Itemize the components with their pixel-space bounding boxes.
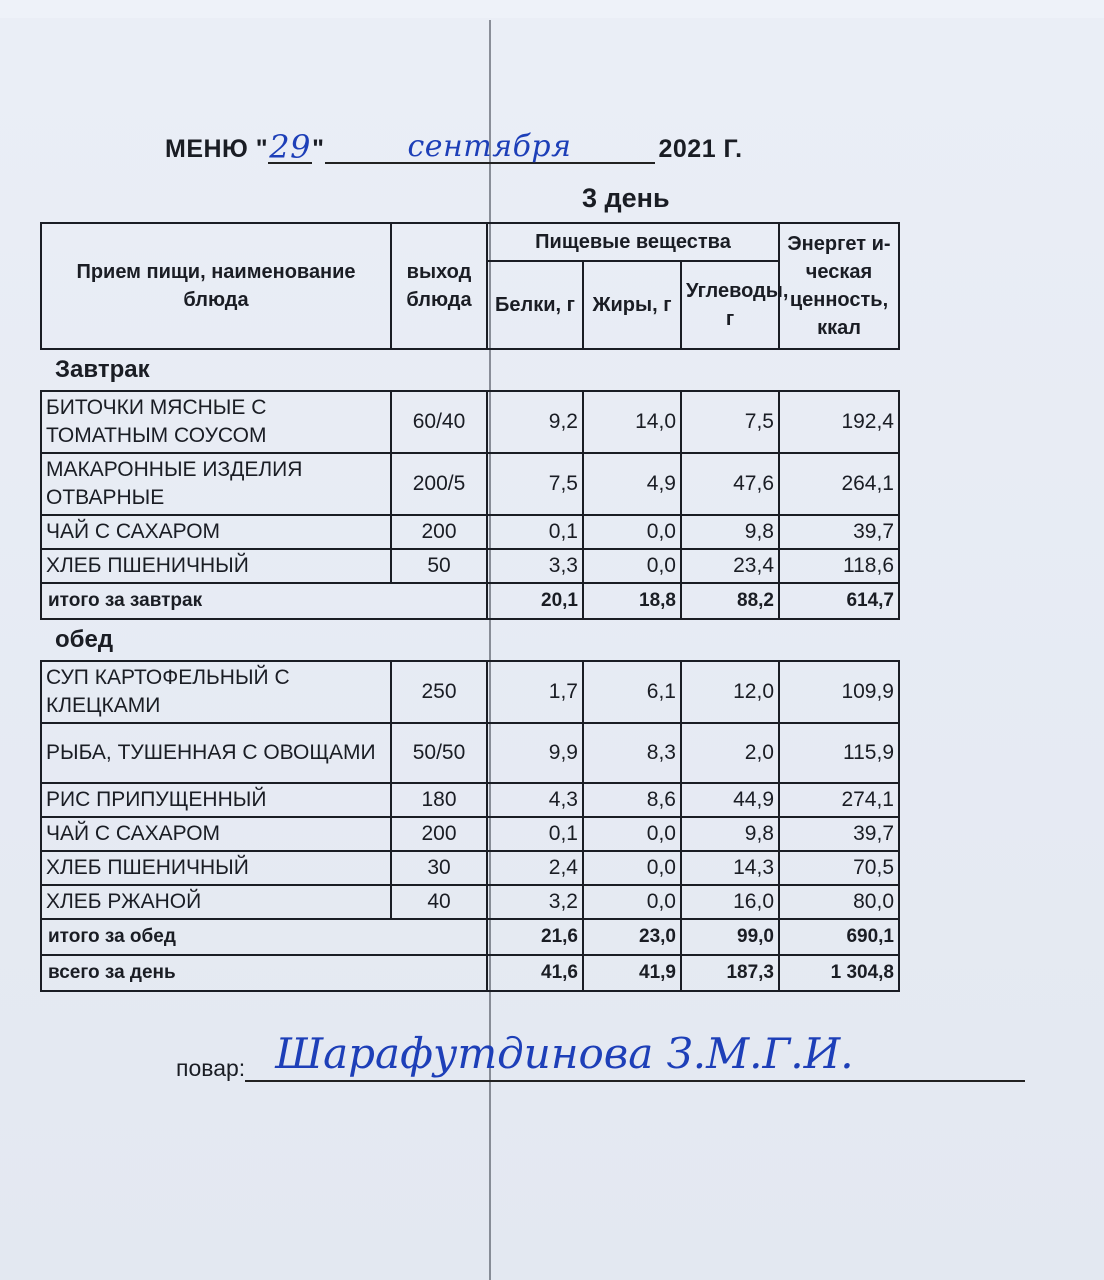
menu-day-number: 3 день xyxy=(582,183,670,213)
handwritten-day: 29 xyxy=(269,128,311,166)
total-protein: 21,6 xyxy=(487,919,583,955)
dish-fat: 0,0 xyxy=(583,817,681,851)
dish-carbs: 47,6 xyxy=(681,453,779,515)
header-nutrients: Пищевые вещества xyxy=(487,223,779,261)
dish-carbs: 23,4 xyxy=(681,549,779,583)
total-label: всего за день xyxy=(41,955,487,991)
total-row xyxy=(41,583,899,619)
dish-row xyxy=(41,817,899,851)
dish-row xyxy=(41,851,899,885)
dish-output: 30 xyxy=(391,851,487,885)
dish-carbs: 44,9 xyxy=(681,783,779,817)
total-label: итого за завтрак xyxy=(41,583,487,619)
total-fat: 23,0 xyxy=(583,919,681,955)
dish-protein: 1,7 xyxy=(487,661,583,723)
total-carbs: 99,0 xyxy=(681,919,779,955)
dish-fat: 4,9 xyxy=(583,453,681,515)
dish-fat: 14,0 xyxy=(583,391,681,453)
header-fat: Жиры, г xyxy=(583,261,681,349)
total-fat: 41,9 xyxy=(583,955,681,991)
dish-carbs: 9,8 xyxy=(681,515,779,549)
dish-fat: 6,1 xyxy=(583,661,681,723)
header-output: выход блюда xyxy=(391,223,487,349)
dish-output: 60/40 xyxy=(391,391,487,453)
dish-protein: 7,5 xyxy=(487,453,583,515)
total-protein: 20,1 xyxy=(487,583,583,619)
header-energy: Энергет и-ческая ценность, ккал xyxy=(779,223,899,349)
dish-name: БИТОЧКИ МЯСНЫЕ С ТОМАТНЫМ СОУСОМ xyxy=(41,391,391,453)
dish-name: ХЛЕБ РЖАНОЙ xyxy=(41,885,391,919)
handwritten-month: сентября xyxy=(325,132,655,164)
dish-output: 50/50 xyxy=(391,723,487,783)
dish-row xyxy=(41,453,899,515)
menu-prefix: МЕНЮ " xyxy=(165,135,269,163)
dish-name: ЧАЙ С САХАРОМ xyxy=(41,515,391,549)
dish-output: 200/5 xyxy=(391,453,487,515)
header-meal: Прием пищи, наименование блюда xyxy=(41,223,391,349)
dish-carbs: 2,0 xyxy=(681,723,779,783)
total-protein: 41,6 xyxy=(487,955,583,991)
dish-carbs: 9,8 xyxy=(681,817,779,851)
dish-protein: 4,3 xyxy=(487,783,583,817)
dish-protein: 9,2 xyxy=(487,391,583,453)
dish-energy: 39,7 xyxy=(779,515,899,549)
quote-close: " xyxy=(312,135,325,163)
menu-year: 2021 Г. xyxy=(658,135,743,163)
dish-name: ХЛЕБ ПШЕНИЧНЫЙ xyxy=(41,549,391,583)
total-energy: 614,7 xyxy=(779,583,899,619)
total-row xyxy=(41,919,899,955)
total-fat: 18,8 xyxy=(583,583,681,619)
menu-title xyxy=(165,128,743,166)
dish-fat: 0,0 xyxy=(583,851,681,885)
dish-energy: 118,6 xyxy=(779,549,899,583)
section-row xyxy=(41,349,899,391)
dish-fat: 0,0 xyxy=(583,515,681,549)
dish-fat: 8,6 xyxy=(583,783,681,817)
total-label: итого за обед xyxy=(41,919,487,955)
dish-carbs: 12,0 xyxy=(681,661,779,723)
dish-row xyxy=(41,549,899,583)
dish-row xyxy=(41,661,899,723)
dish-energy: 39,7 xyxy=(779,817,899,851)
dish-row xyxy=(41,783,899,817)
dish-carbs: 7,5 xyxy=(681,391,779,453)
dish-name: ХЛЕБ ПШЕНИЧНЫЙ xyxy=(41,851,391,885)
section-title: обед xyxy=(55,626,114,653)
dish-output: 40 xyxy=(391,885,487,919)
section-row xyxy=(41,619,899,661)
cook-signature-line xyxy=(176,1028,1025,1082)
total-energy: 690,1 xyxy=(779,919,899,955)
cook-label: повар: xyxy=(176,1055,246,1081)
dish-energy: 274,1 xyxy=(779,783,899,817)
dish-protein: 2,4 xyxy=(487,851,583,885)
dish-name: РИС ПРИПУЩЕННЫЙ xyxy=(41,783,391,817)
dish-protein: 3,2 xyxy=(487,885,583,919)
total-carbs: 187,3 xyxy=(681,955,779,991)
header-carbs: Углеводы, г xyxy=(681,261,779,349)
dish-output: 250 xyxy=(391,661,487,723)
cook-signature: Шарафутдинова З.М.Г.И. xyxy=(245,1028,1025,1082)
dish-energy: 192,4 xyxy=(779,391,899,453)
dish-output: 200 xyxy=(391,817,487,851)
section-title: Завтрак xyxy=(55,356,150,383)
dish-row xyxy=(41,885,899,919)
dish-name: РЫБА, ТУШЕННАЯ С ОВОЩАМИ xyxy=(41,723,391,783)
dish-output: 180 xyxy=(391,783,487,817)
total-energy: 1 304,8 xyxy=(779,955,899,991)
header-protein: Белки, г xyxy=(487,261,583,349)
dish-carbs: 14,3 xyxy=(681,851,779,885)
dish-energy: 80,0 xyxy=(779,885,899,919)
dish-name: СУП КАРТОФЕЛЬНЫЙ С КЛЕЦКАМИ xyxy=(41,661,391,723)
dish-protein: 0,1 xyxy=(487,817,583,851)
dish-name: МАКАРОННЫЕ ИЗДЕЛИЯ ОТВАРНЫЕ xyxy=(41,453,391,515)
dish-protein: 0,1 xyxy=(487,515,583,549)
dish-row xyxy=(41,723,899,783)
menu-table xyxy=(40,222,900,992)
dish-protein: 9,9 xyxy=(487,723,583,783)
dish-energy: 264,1 xyxy=(779,453,899,515)
dish-output: 50 xyxy=(391,549,487,583)
dish-energy: 70,5 xyxy=(779,851,899,885)
dish-name: ЧАЙ С САХАРОМ xyxy=(41,817,391,851)
dish-protein: 3,3 xyxy=(487,549,583,583)
dish-fat: 8,3 xyxy=(583,723,681,783)
dish-energy: 115,9 xyxy=(779,723,899,783)
total-row xyxy=(41,955,899,991)
dish-carbs: 16,0 xyxy=(681,885,779,919)
total-carbs: 88,2 xyxy=(681,583,779,619)
dish-output: 200 xyxy=(391,515,487,549)
dish-fat: 0,0 xyxy=(583,549,681,583)
dish-row xyxy=(41,515,899,549)
dish-energy: 109,9 xyxy=(779,661,899,723)
dish-fat: 0,0 xyxy=(583,885,681,919)
dish-row xyxy=(41,391,899,453)
